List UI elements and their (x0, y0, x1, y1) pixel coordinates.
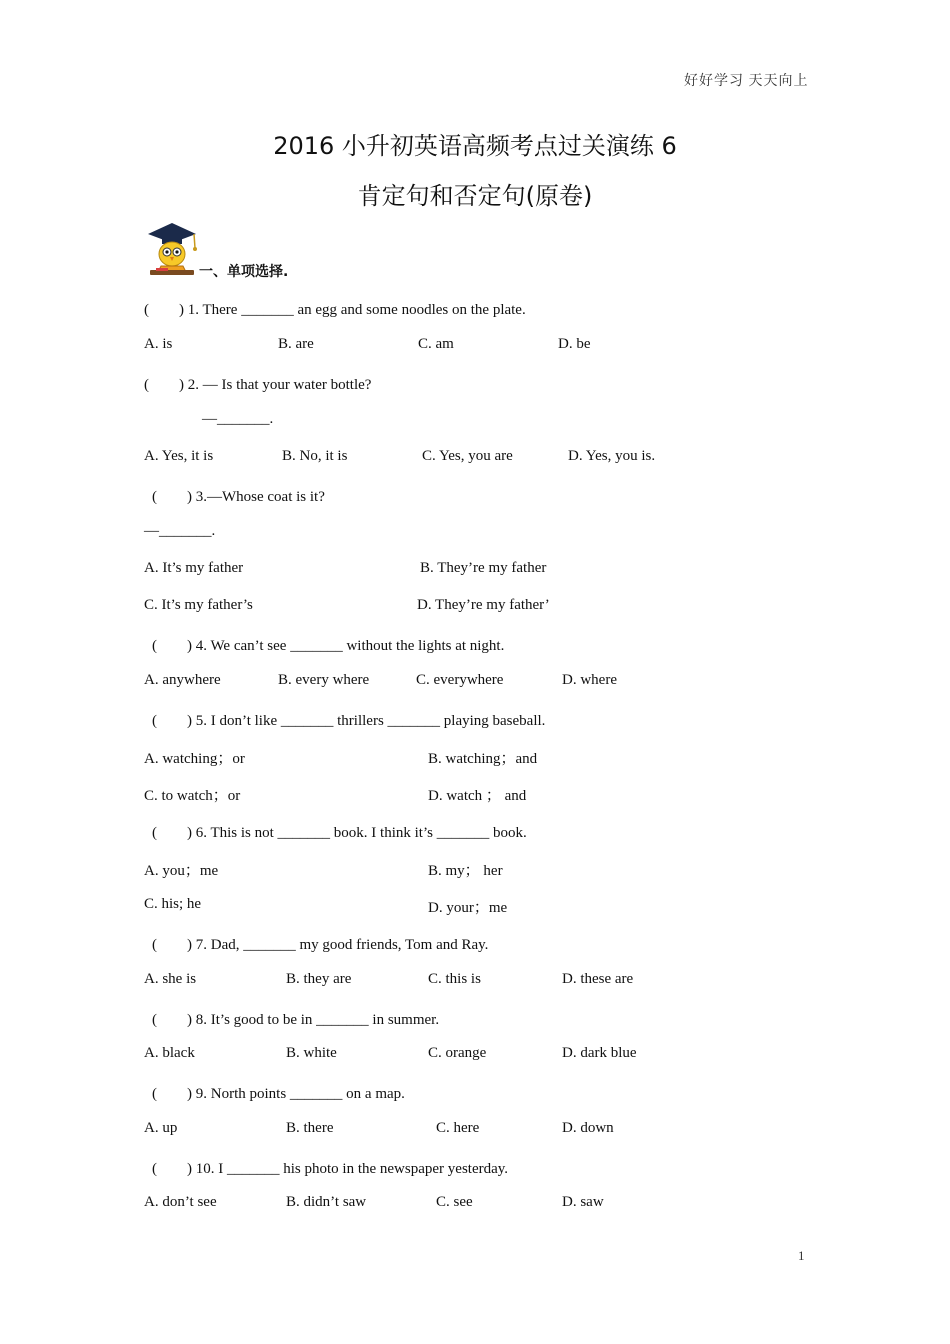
option-10a: A. don’t see (144, 1194, 217, 1210)
option-6d: D. your；me (428, 900, 508, 916)
option-1a: A. is (144, 336, 173, 352)
option-5d: D. watch ； and (428, 788, 527, 804)
option-9b: B. there (286, 1120, 334, 1136)
document-subtitle: 肯定句和否定句(原卷) (357, 182, 593, 210)
option-4d: D. where (562, 672, 617, 688)
option-2a: A. Yes, it is (144, 448, 214, 464)
option-5b: B. watching；and (428, 751, 538, 767)
option-7d: D. these are (562, 971, 634, 987)
answer-line-2: —_______. (202, 411, 274, 427)
question-stem-7: ( ) 7. Dad, _______ my good friends, Tom and Ray. (152, 937, 489, 953)
option-10d: D. saw (562, 1194, 604, 1210)
answer-line-3: —_______. (144, 523, 216, 539)
question-stem-1: ( ) 1. There _______ an egg and some noodles on the plate. (144, 302, 526, 318)
option-8c: C. orange (428, 1045, 487, 1061)
option-3c: C. It’s my father’s (144, 597, 253, 613)
option-2c: C. Yes, you are (422, 448, 513, 464)
option-6a: A. you；me (144, 863, 219, 879)
option-8a: A. black (144, 1045, 195, 1061)
option-6c: C. his; he (144, 896, 202, 912)
question-stem-3: ( ) 3.—Whose coat is it? (152, 489, 325, 505)
question-stem-9: ( ) 9. North points _______ on a map. (152, 1086, 405, 1102)
option-3b: B. They’re my father (420, 560, 547, 576)
option-7a: A. she is (144, 971, 197, 987)
option-10c: C. see (436, 1194, 473, 1210)
option-1d: D. be (558, 336, 591, 352)
section-heading: 一、单项选择. (199, 264, 289, 280)
option-9d: D. down (562, 1120, 614, 1136)
option-9c: C. here (436, 1120, 480, 1136)
header-motto: 好好学习 天天向上 (684, 74, 809, 89)
question-stem-2: ( ) 2. — Is that your water bottle? (144, 377, 372, 393)
question-stem-8: ( ) 8. It’s good to be in _______ in summer. (152, 1012, 440, 1028)
option-6b: B. my； her (428, 863, 503, 879)
option-7c: C. this is (428, 971, 481, 987)
option-1b: B. are (278, 336, 314, 352)
document-title: 2016 小升初英语高频考点过关演练 6 (273, 132, 677, 160)
option-9a: A. up (144, 1120, 178, 1136)
option-2d: D. Yes, you is. (568, 448, 656, 464)
option-5c: C. to watch；or (144, 788, 241, 804)
option-4c: C. everywhere (416, 672, 504, 688)
option-4b: B. every where (278, 672, 370, 688)
page-number: 1 (798, 1248, 805, 1263)
question-stem-10: ( ) 10. I _______ his photo in the newspaper yesterday. (152, 1161, 509, 1177)
option-3d: D. They’re my father’ (417, 597, 550, 613)
option-2b: B. No, it is (282, 448, 348, 464)
question-stem-4: ( ) 4. We can’t see _______ without the lights at night. (152, 638, 505, 654)
option-10b: B. didn’t saw (286, 1194, 367, 1210)
option-1c: C. am (418, 336, 454, 352)
option-4a: A. anywhere (144, 672, 221, 688)
option-8d: D. dark blue (562, 1045, 637, 1061)
question-stem-6: ( ) 6. This is not _______ book. I think it’s _______ book. (152, 825, 527, 841)
option-7b: B. they are (286, 971, 352, 987)
option-5a: A. watching；or (144, 751, 245, 767)
option-3a: A. It’s my father (144, 560, 244, 576)
question-stem-5: ( ) 5. I don’t like _______ thrillers _______ playing baseball. (152, 713, 546, 729)
option-8b: B. white (286, 1045, 337, 1061)
scholar-mascot-icon (142, 220, 198, 278)
